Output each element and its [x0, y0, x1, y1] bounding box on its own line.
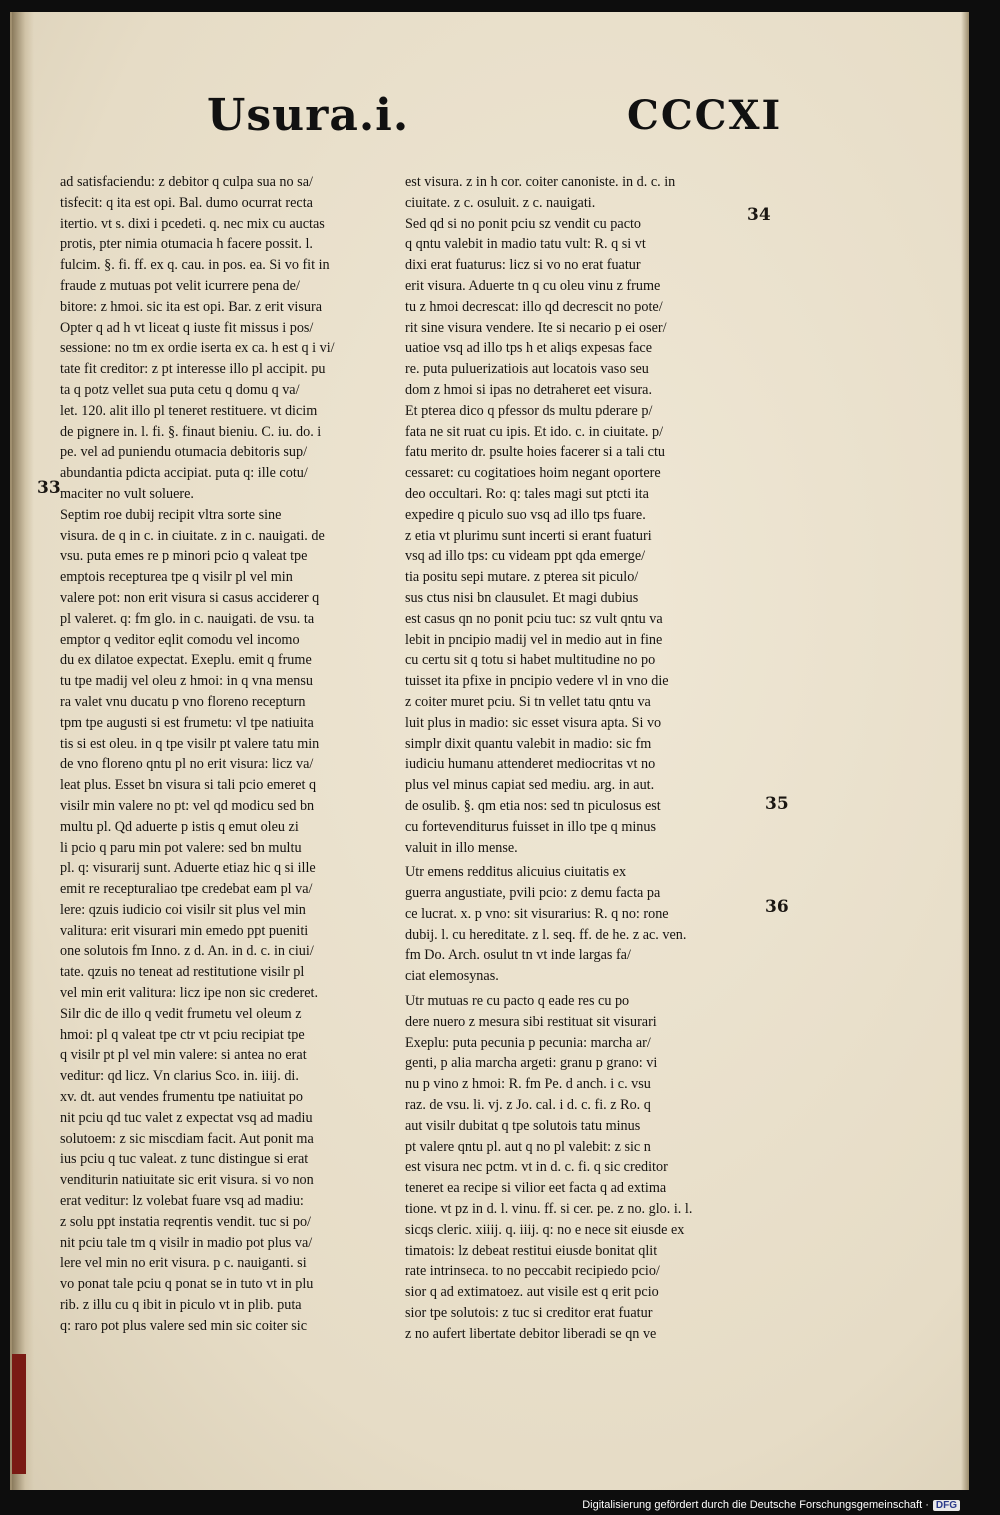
text-line: raz. de vsu. li. vj. z Jo. cal. i d. c. fi. z Ro. q	[405, 1097, 651, 1114]
text-line: nit pciu qd tuc valet z expectat vsq ad madiu	[60, 1109, 313, 1126]
text-line: timatois: lz debeat restitui eiusde bonitat qlit	[405, 1242, 658, 1259]
text-line: Septim roe dubij recipit vltra sorte sine	[60, 506, 282, 523]
text-line: pe. vel ad puniendu otumacia debitoris sup/	[60, 444, 308, 461]
text-line: maciter no vult soluere.	[60, 485, 194, 502]
margin-number-34: 34	[747, 205, 771, 225]
text-line: Et pterea dico q pfessor ds multu pderare p/	[405, 402, 653, 419]
left-text-column	[60, 172, 420, 1337]
text-line: tia positu sepi mutare. z pterea sit piculo/	[405, 569, 639, 586]
text-line: itertio. vt s. dixi i pcedeti. q. nec mix cu auctas	[60, 215, 325, 232]
footer-credit	[582, 1499, 960, 1511]
text-line: xv. dt. aut vendes frumentu tpe natiuitat po	[60, 1089, 303, 1106]
text-line: deo occultari. Ro: q: tales magi sut ptcti ita	[405, 485, 649, 502]
footer-text: Digitalisierung gefördert durch die Deutsche Forschungsgemeinschaft ·	[582, 1499, 929, 1511]
text-line: z etia vt plurimu sunt incerti si erant fuaturi	[405, 527, 652, 544]
text-line: rit sine visura vendere. Ite si necario p ei oser/	[405, 319, 667, 336]
paragraph-1	[60, 172, 420, 505]
text-line: est visura. z in h cor. coiter canoniste. in d. c. in	[405, 174, 676, 190]
text-line: emit re recepturaliao tpe credebat eam pl va/	[60, 881, 313, 898]
text-line: sicqs cleric. xiiij. q. iiij. q: no e nece sit eiusde ex	[405, 1221, 685, 1238]
text-line: nit pciu tale tm q visilr in madio pot plus va/	[60, 1234, 313, 1251]
page-gutter-shadow	[12, 12, 34, 1490]
text-line: sior q ad extimatoez. aut visile est q erit pcio	[405, 1284, 659, 1301]
text-line: cu fortevenditurus fuisset in illo tpe q minus	[405, 818, 657, 835]
text-line: simplr dixit quantu valebit in madio: sic fm	[405, 735, 652, 752]
text-line: ciat elemosynas.	[405, 968, 499, 985]
text-line: est casus qn no ponit pciu tuc: sz vult qntu va	[405, 610, 663, 627]
text-line: fatu merito dr. psulte hoies facerer si a tali ctu	[405, 444, 666, 461]
text-line: rate intrinseca. to no peccabit recipiedo pcio/	[405, 1263, 660, 1280]
text-line: erit visura. Aduerte tn q cu oleu vinu z frume	[405, 277, 661, 294]
text-line: Sed qd si no ponit pciu sz vendit cu pacto	[405, 215, 642, 232]
text-line: plus vel minus capiat sed mediu. arg. in aut.	[405, 777, 655, 794]
dfg-logo: DFG	[933, 1500, 960, 1511]
text-line: tis si est oleu. in q tpe visilr pt valere tatu min	[60, 735, 320, 752]
text-line: bitore: z hmoi. sic ita est opi. Bar. z erit visura	[60, 298, 323, 315]
text-line: dere nuero z mesura sibi restituat sit visurari	[405, 1013, 657, 1030]
text-line: erat veditur: lz volebat fuare vsq ad madiu:	[60, 1193, 304, 1210]
red-bookmark-tab	[12, 1354, 26, 1474]
text-line: hmoi: pl q valeat tpe ctr vt pciu recipiat tpe	[60, 1026, 305, 1043]
text-line: one solutois fm Inno. z d. An. in d. c. in ciui/	[60, 943, 314, 960]
text-line: ra valet vnu ducatu p vno floreno recepturn	[60, 693, 306, 710]
text-line: tu tpe madij vel oleu z hmoi: in q vna mensu	[60, 673, 313, 690]
text-line: teneret ea recipe si vilior eet facta q ad extima	[405, 1180, 667, 1197]
text-line: protis, pter nimia otumacia h facere possit. l.	[60, 236, 313, 253]
text-line: solutoem: z sic miscdiam facit. Aut ponit ma	[60, 1130, 314, 1147]
text-line: li pcio q paru min pot valere: sed bn multu	[60, 839, 302, 856]
text-line: fm Do. Arch. osulut tn vt inde largas fa/	[405, 947, 631, 964]
text-line: pl. q: visurarij sunt. Aduerte etiaz hic q si ille	[60, 860, 316, 877]
paragraph-emens-redditus	[405, 862, 770, 987]
text-line: de osulib. §. qm etia nos: sed tn piculosus est	[405, 797, 661, 814]
text-line: ius pciu q tuc valeat. z tunc distingue si erat	[60, 1151, 309, 1168]
text-line: genti, p alia marcha argeti: granu p grano: vi	[405, 1055, 658, 1072]
folio-number: CCCXI	[627, 92, 783, 139]
text-line: q visilr pt pl vel min valere: si antea no erat	[60, 1047, 307, 1064]
text-line: cessaret: cu cogitatioes hoim negant oportere	[405, 465, 661, 482]
text-line: lere vel min no erit visura. p c. nauiganti. si	[60, 1255, 307, 1272]
text-line: pt valere qntu pl. aut q no pl valebit: z sic n	[405, 1138, 651, 1155]
text-line: de pignere in. l. fi. §. finaut bieniu. C. iu. do. i	[60, 423, 322, 440]
text-line: z no aufert libertate debitor liberadi se qn ve	[405, 1325, 657, 1342]
text-line: de vno floreno qntu pl no erit visura: licz va/	[60, 756, 314, 773]
text-line: vo ponat tale pciu q ponat se in tuto vt in plu	[60, 1276, 314, 1293]
text-line: sus ctus nisi bn clausulet. Et magi dubius	[405, 589, 639, 606]
text-line: q: raro pot plus valere sed min sic coiter sic	[60, 1317, 308, 1334]
text-line: guerra angustiate, pvili pcio: z demu facta pa	[405, 885, 661, 902]
text-line: ce lucrat. x. p vno: sit visurarius: R. q no: rone	[405, 905, 669, 922]
text-line: tpm tpe augusti si est frumetu: vl tpe natiuita	[60, 714, 314, 731]
text-line: veditur: qd licz. Vn clarius Sco. in. iiij. di.	[60, 1068, 299, 1085]
paragraph-mutuans	[405, 991, 770, 1345]
text-line: z solu ppt instatia reqrentis vendit. tuc si po/	[60, 1213, 311, 1230]
paragraph-septimo	[60, 505, 420, 1337]
text-line: Utr mutuas re cu pacto q eade res cu po	[405, 993, 630, 1010]
text-line: ciuitate. z c. osuluit. z c. nauigati.	[405, 194, 596, 211]
text-line: fulcim. §. fi. ff. ex q. cau. in pos. ea. Si vo fit in	[60, 257, 330, 274]
text-line: nu p vino z hmoi: R. fm Pe. d anch. i c. vsu	[405, 1076, 651, 1093]
text-line: visilr min valere no pt: vel qd modicu sed bn	[60, 797, 315, 814]
text-line: ta q potz vellet sua puta cetu q domu q va/	[60, 381, 300, 398]
text-line: aut visilr dubitat q tpe solutois tatu minus	[405, 1117, 641, 1134]
text-line: lebit in pncipio madij vel in medio aut in fine	[405, 631, 663, 648]
text-line: valitura: erit visurari min emedo ppt pueniti	[60, 922, 309, 939]
text-line: tate. qzuis no teneat ad restitutione visilr pl	[60, 964, 305, 981]
text-line: luit plus in madio: sic esset visura apta. Si vo	[405, 714, 662, 731]
margin-number-36: 36	[765, 897, 789, 917]
text-line: fraude z mutuas pot velit icurrere pena de/	[60, 277, 300, 294]
right-text-column	[405, 172, 770, 1345]
text-line: fata ne sit ruat cu ipis. Et ido. c. in ciuitate. p/	[405, 423, 664, 440]
text-line: tisfecit: q ita est opi. Bal. dumo ocurrat recta	[60, 194, 313, 211]
text-line: expedire q piculo suo vsq ad illo tps fuare.	[405, 506, 646, 523]
text-line: let. 120. alit illo pl teneret restituere. vt dicim	[60, 402, 318, 419]
text-line: leat plus. Esset bn visura si tali pcio emeret q	[60, 777, 317, 794]
text-line: tione. vt pz in d. l. vinu. ff. si cer. pe. z no. glo. i. l.	[405, 1201, 693, 1218]
text-line: dixi erat fuaturus: licz si vo no erat fuatur	[405, 257, 641, 274]
text-line: vsq ad illo tps: cu videam ppt qda emerge/	[405, 548, 646, 565]
text-line: uatioe vsq ad illo tps h et aliqs expesas face	[405, 340, 653, 357]
text-line: valuit in illo mense.	[405, 839, 518, 856]
paragraph-continuation	[405, 172, 770, 214]
text-line: iudiciu humanu attenderet mediocritas vt no	[405, 756, 656, 773]
text-line: pl valeret. q: fm glo. in c. nauigati. de vsu. ta	[60, 610, 315, 627]
text-line: emptois recepturea tpe q visilr pl vel min	[60, 569, 293, 586]
text-line: multu pl. Qd aduerte p istis q emut oleu zi	[60, 818, 299, 835]
text-line: rib. z illu cu q ibit in piculo vt in plib. puta	[60, 1297, 302, 1314]
text-line: z coiter muret pciu. Si tn vellet tatu qntu va	[405, 693, 651, 710]
text-line: ad satisfaciendu: z debitor q culpa sua no sa/	[60, 174, 313, 190]
text-line: abundantia pdicta accipiat. puta q: ille cotu/	[60, 465, 308, 482]
paragraph-sed-quid	[405, 214, 770, 859]
text-line: dubij. l. cu hereditate. z l. seq. ff. de he. z ac. ven.	[405, 926, 687, 943]
text-line: du ex dilatoe expectat. Exeplu. emit q frume	[60, 652, 312, 669]
margin-number-33: 33	[37, 478, 61, 498]
text-line: cu certu sit q totu si habet multitudine no po	[405, 652, 656, 669]
text-line: Opter q ad h vt liceat q iuste fit missus i pos/	[60, 319, 314, 336]
text-line: Utr emens redditus alicuius ciuitatis ex	[405, 864, 627, 881]
margin-number-35: 35	[765, 794, 789, 814]
text-line: est visura nec pctm. vt in d. c. fi. q sic creditor	[405, 1159, 668, 1176]
text-line: Silr dic de illo q vedit frumetu vel oleum z	[60, 1005, 302, 1022]
text-line: vel min erit valitura: licz ipe non sic crederet.	[60, 985, 319, 1002]
text-line: sior tpe solutois: z tuc si creditor erat fuatur	[405, 1305, 653, 1322]
book-page	[10, 12, 969, 1490]
page-edge-shadow	[961, 12, 969, 1490]
text-line: emptor q veditor eqlit comodu vel incomo	[60, 631, 300, 648]
text-line: valere pot: non erit visura si casus acciderer q	[60, 589, 320, 606]
text-line: tate fit creditor: z pt interesse illo pl accipit. pu	[60, 361, 326, 378]
text-line: venditurin natiuitate sic erit visura. si vo non	[60, 1172, 314, 1189]
text-line: lere: qzuis iudicio coi visilr sit plus vel min	[60, 901, 306, 918]
text-line: sessione: no tm ex ordie iserta ex ca. h est q i vi/	[60, 340, 335, 357]
text-line: q qntu valebit in madio tatu vult: R. q si vt	[405, 236, 646, 253]
text-line: re. puta puluerizatiois aut locatois vaso seu	[405, 361, 649, 378]
text-line: tu z hmoi decrescat: illo qd decrescit no pote/	[405, 298, 663, 315]
text-line: visura. de q in c. in ciuitate. z in c. nauigati. de	[60, 527, 325, 544]
text-line: Exeplu: puta pecunia p pecunia: marcha ar/	[405, 1034, 651, 1051]
text-line: tuisset ita pfixe in pncipio vedere vl in vno die	[405, 673, 669, 690]
text-line: dom z hmoi si ipas no detraheret eet visura.	[405, 381, 653, 398]
text-line: vsu. puta emes re p minori pcio q valeat tpe	[60, 548, 308, 565]
running-head-title: Usura.i.	[207, 90, 410, 141]
